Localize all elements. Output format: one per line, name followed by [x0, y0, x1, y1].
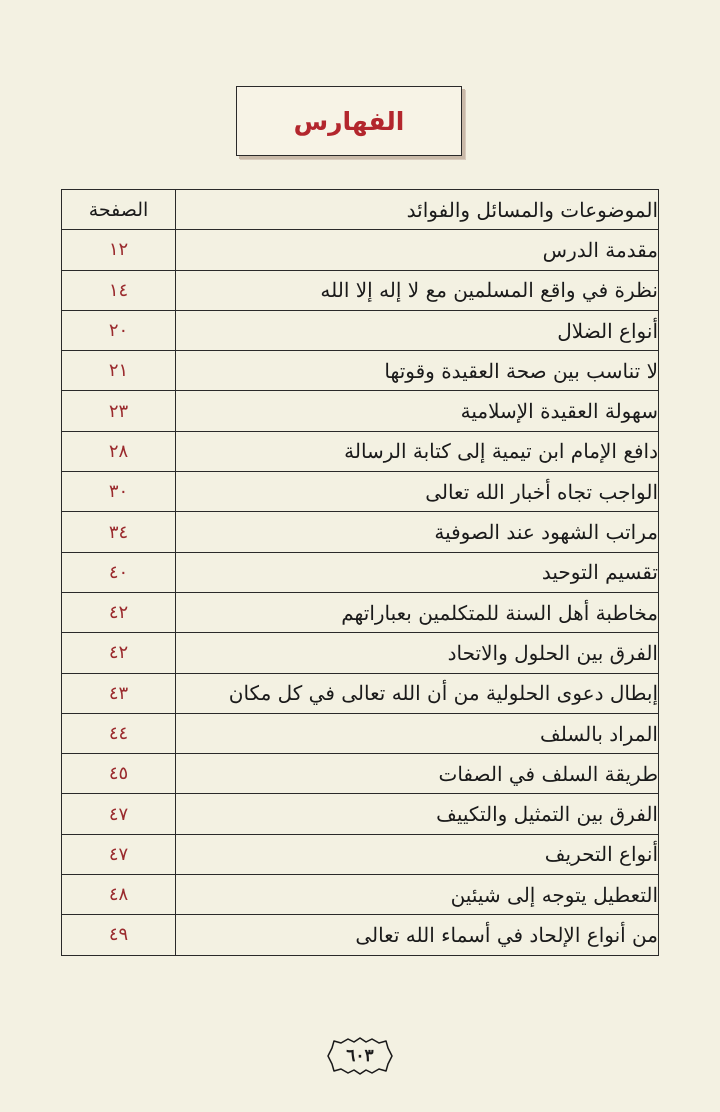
table-row [62, 834, 659, 874]
row-page-number: ١٢ [62, 230, 176, 270]
row-topic: الواجب تجاه أخبار الله تعالى [176, 472, 659, 512]
row-page-number: ٢٠ [62, 310, 176, 350]
table-row [62, 754, 659, 794]
page-number: ٦٠٣ [346, 1046, 374, 1066]
header-page: الصفحة [62, 190, 176, 230]
table-header-row [62, 190, 659, 230]
row-topic: الفرق بين التمثيل والتكييف [176, 794, 659, 834]
table-row [62, 472, 659, 512]
row-page-number: ٤٩ [62, 915, 176, 955]
row-page-number: ٤٣ [62, 673, 176, 713]
table-row [62, 875, 659, 915]
table-row [62, 713, 659, 753]
row-page-number: ٤٨ [62, 875, 176, 915]
row-topic: لا تناسب بين صحة العقيدة وقوتها [176, 351, 659, 391]
row-page-number: ٤٢ [62, 633, 176, 673]
title-box [236, 86, 462, 156]
table-row [62, 512, 659, 552]
row-page-number: ٣٤ [62, 512, 176, 552]
row-topic: إبطال دعوى الحلولية من أن الله تعالى في كل مكان [176, 673, 659, 713]
row-topic: مراتب الشهود عند الصوفية [176, 512, 659, 552]
header-topics: الموضوعات والمسائل والفوائد [176, 190, 659, 230]
table-row [62, 633, 659, 673]
row-topic: تقسيم التوحيد [176, 552, 659, 592]
row-page-number: ٤٧ [62, 834, 176, 874]
table-row [62, 794, 659, 834]
row-topic: مخاطبة أهل السنة للمتكلمين بعباراتهم [176, 592, 659, 632]
row-page-number: ٢١ [62, 351, 176, 391]
table-row [62, 270, 659, 310]
row-page-number: ٤٠ [62, 552, 176, 592]
row-page-number: ٤٤ [62, 713, 176, 753]
row-page-number: ٤٢ [62, 592, 176, 632]
row-topic: دافع الإمام ابن تيمية إلى كتابة الرسالة [176, 431, 659, 471]
table-row [62, 673, 659, 713]
row-topic: التعطيل يتوجه إلى شيئين [176, 875, 659, 915]
index-table [61, 189, 659, 956]
table-row [62, 592, 659, 632]
row-topic: سهولة العقيدة الإسلامية [176, 391, 659, 431]
table-row [62, 230, 659, 270]
row-topic: من أنواع الإلحاد في أسماء الله تعالى [176, 915, 659, 955]
row-topic: نظرة في واقع المسلمين مع لا إله إلا الله [176, 270, 659, 310]
table-row [62, 391, 659, 431]
row-page-number: ٣٠ [62, 472, 176, 512]
table-row [62, 915, 659, 955]
row-page-number: ٢٣ [62, 391, 176, 431]
row-topic: أنواع الضلال [176, 310, 659, 350]
page-number-badge [322, 1036, 398, 1076]
row-page-number: ٤٥ [62, 754, 176, 794]
table-row [62, 431, 659, 471]
page-title: الفهارس [293, 106, 405, 136]
row-page-number: ٤٧ [62, 794, 176, 834]
row-topic: المراد بالسلف [176, 713, 659, 753]
row-topic: الفرق بين الحلول والاتحاد [176, 633, 659, 673]
table-row [62, 351, 659, 391]
row-page-number: ١٤ [62, 270, 176, 310]
row-topic: مقدمة الدرس [176, 230, 659, 270]
row-page-number: ٢٨ [62, 431, 176, 471]
table-row [62, 310, 659, 350]
table-row [62, 552, 659, 592]
row-topic: أنواع التحريف [176, 834, 659, 874]
row-topic: طريقة السلف في الصفات [176, 754, 659, 794]
